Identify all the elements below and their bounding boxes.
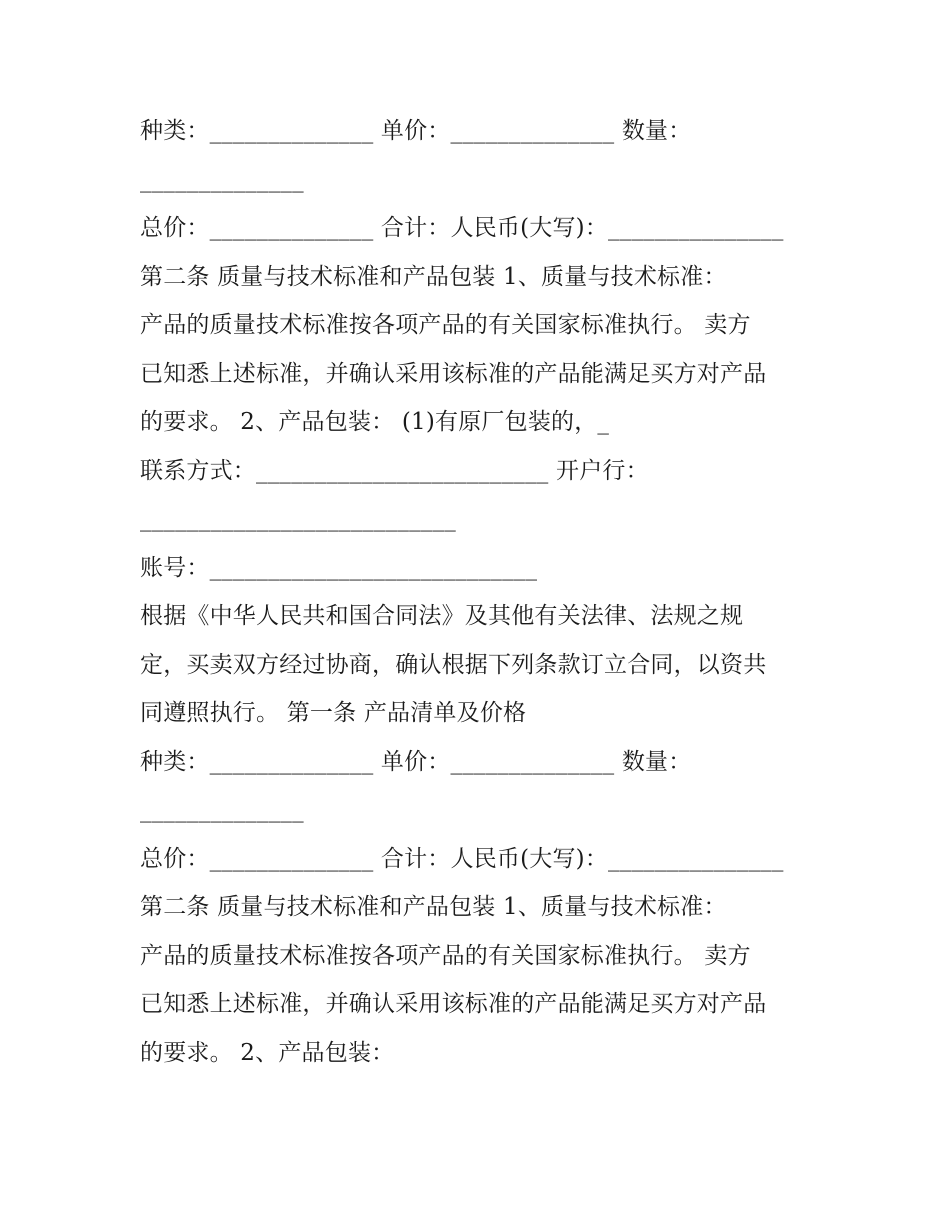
line-packaging-2: 的要求。 2、产品包装：	[140, 1039, 395, 1066]
line-account: 账号：____________________________	[140, 554, 538, 581]
line-article-two-heading: 第二条 质量与技术标准和产品包装 1、质量与技术标准：	[140, 263, 727, 290]
line-quality-standard-1: 产品的质量技术标准按各项产品的有关国家标准执行。 卖方	[140, 312, 751, 338]
line-bank-blank: ___________________________	[140, 506, 456, 532]
line-article-one-heading: 同遵照执行。 第一条 产品清单及价格	[140, 700, 527, 726]
line-product-type-price-quantity: 种类：______________ 单价：______________ 数量：	[140, 118, 692, 144]
line-total-price-2: 总价：______________ 合计：人民币(大写)：_______________	[140, 845, 784, 872]
line-preamble-2: 定，买卖双方经过协商，确认根据下列条款订立合同，以资共	[140, 651, 767, 678]
line-quality-standard-1-2: 产品的质量技术标准按各项产品的有关国家标准执行。 卖方	[140, 942, 751, 969]
line-preamble-1: 根据《中华人民共和国合同法》及其他有关法律、法规之规	[140, 603, 744, 629]
line-contact-bank: 联系方式：_________________________ 开户行：	[140, 457, 649, 484]
document-page	[140, 107, 820, 1077]
line-packaging: 的要求。 2、产品包装： (1)有原厂包装的，_	[140, 409, 610, 435]
line-article-two-heading-2: 第二条 质量与技术标准和产品包装 1、质量与技术标准：	[140, 894, 727, 920]
line-quality-standard-2: 已知悉上述标准，并确认采用该标准的产品能满足买方对产品	[140, 360, 767, 387]
line-total-price: 总价：______________ 合计：人民币(大写)：_______________	[140, 215, 784, 241]
line-product-type-price-quantity-2: 种类：______________ 单价：______________ 数量：	[140, 748, 692, 775]
line-quantity-blank-2: ______________	[140, 797, 304, 823]
line-quantity-blank: ______________	[140, 166, 304, 193]
line-quality-standard-2-2: 已知悉上述标准，并确认采用该标准的产品能满足买方对产品	[140, 991, 767, 1017]
